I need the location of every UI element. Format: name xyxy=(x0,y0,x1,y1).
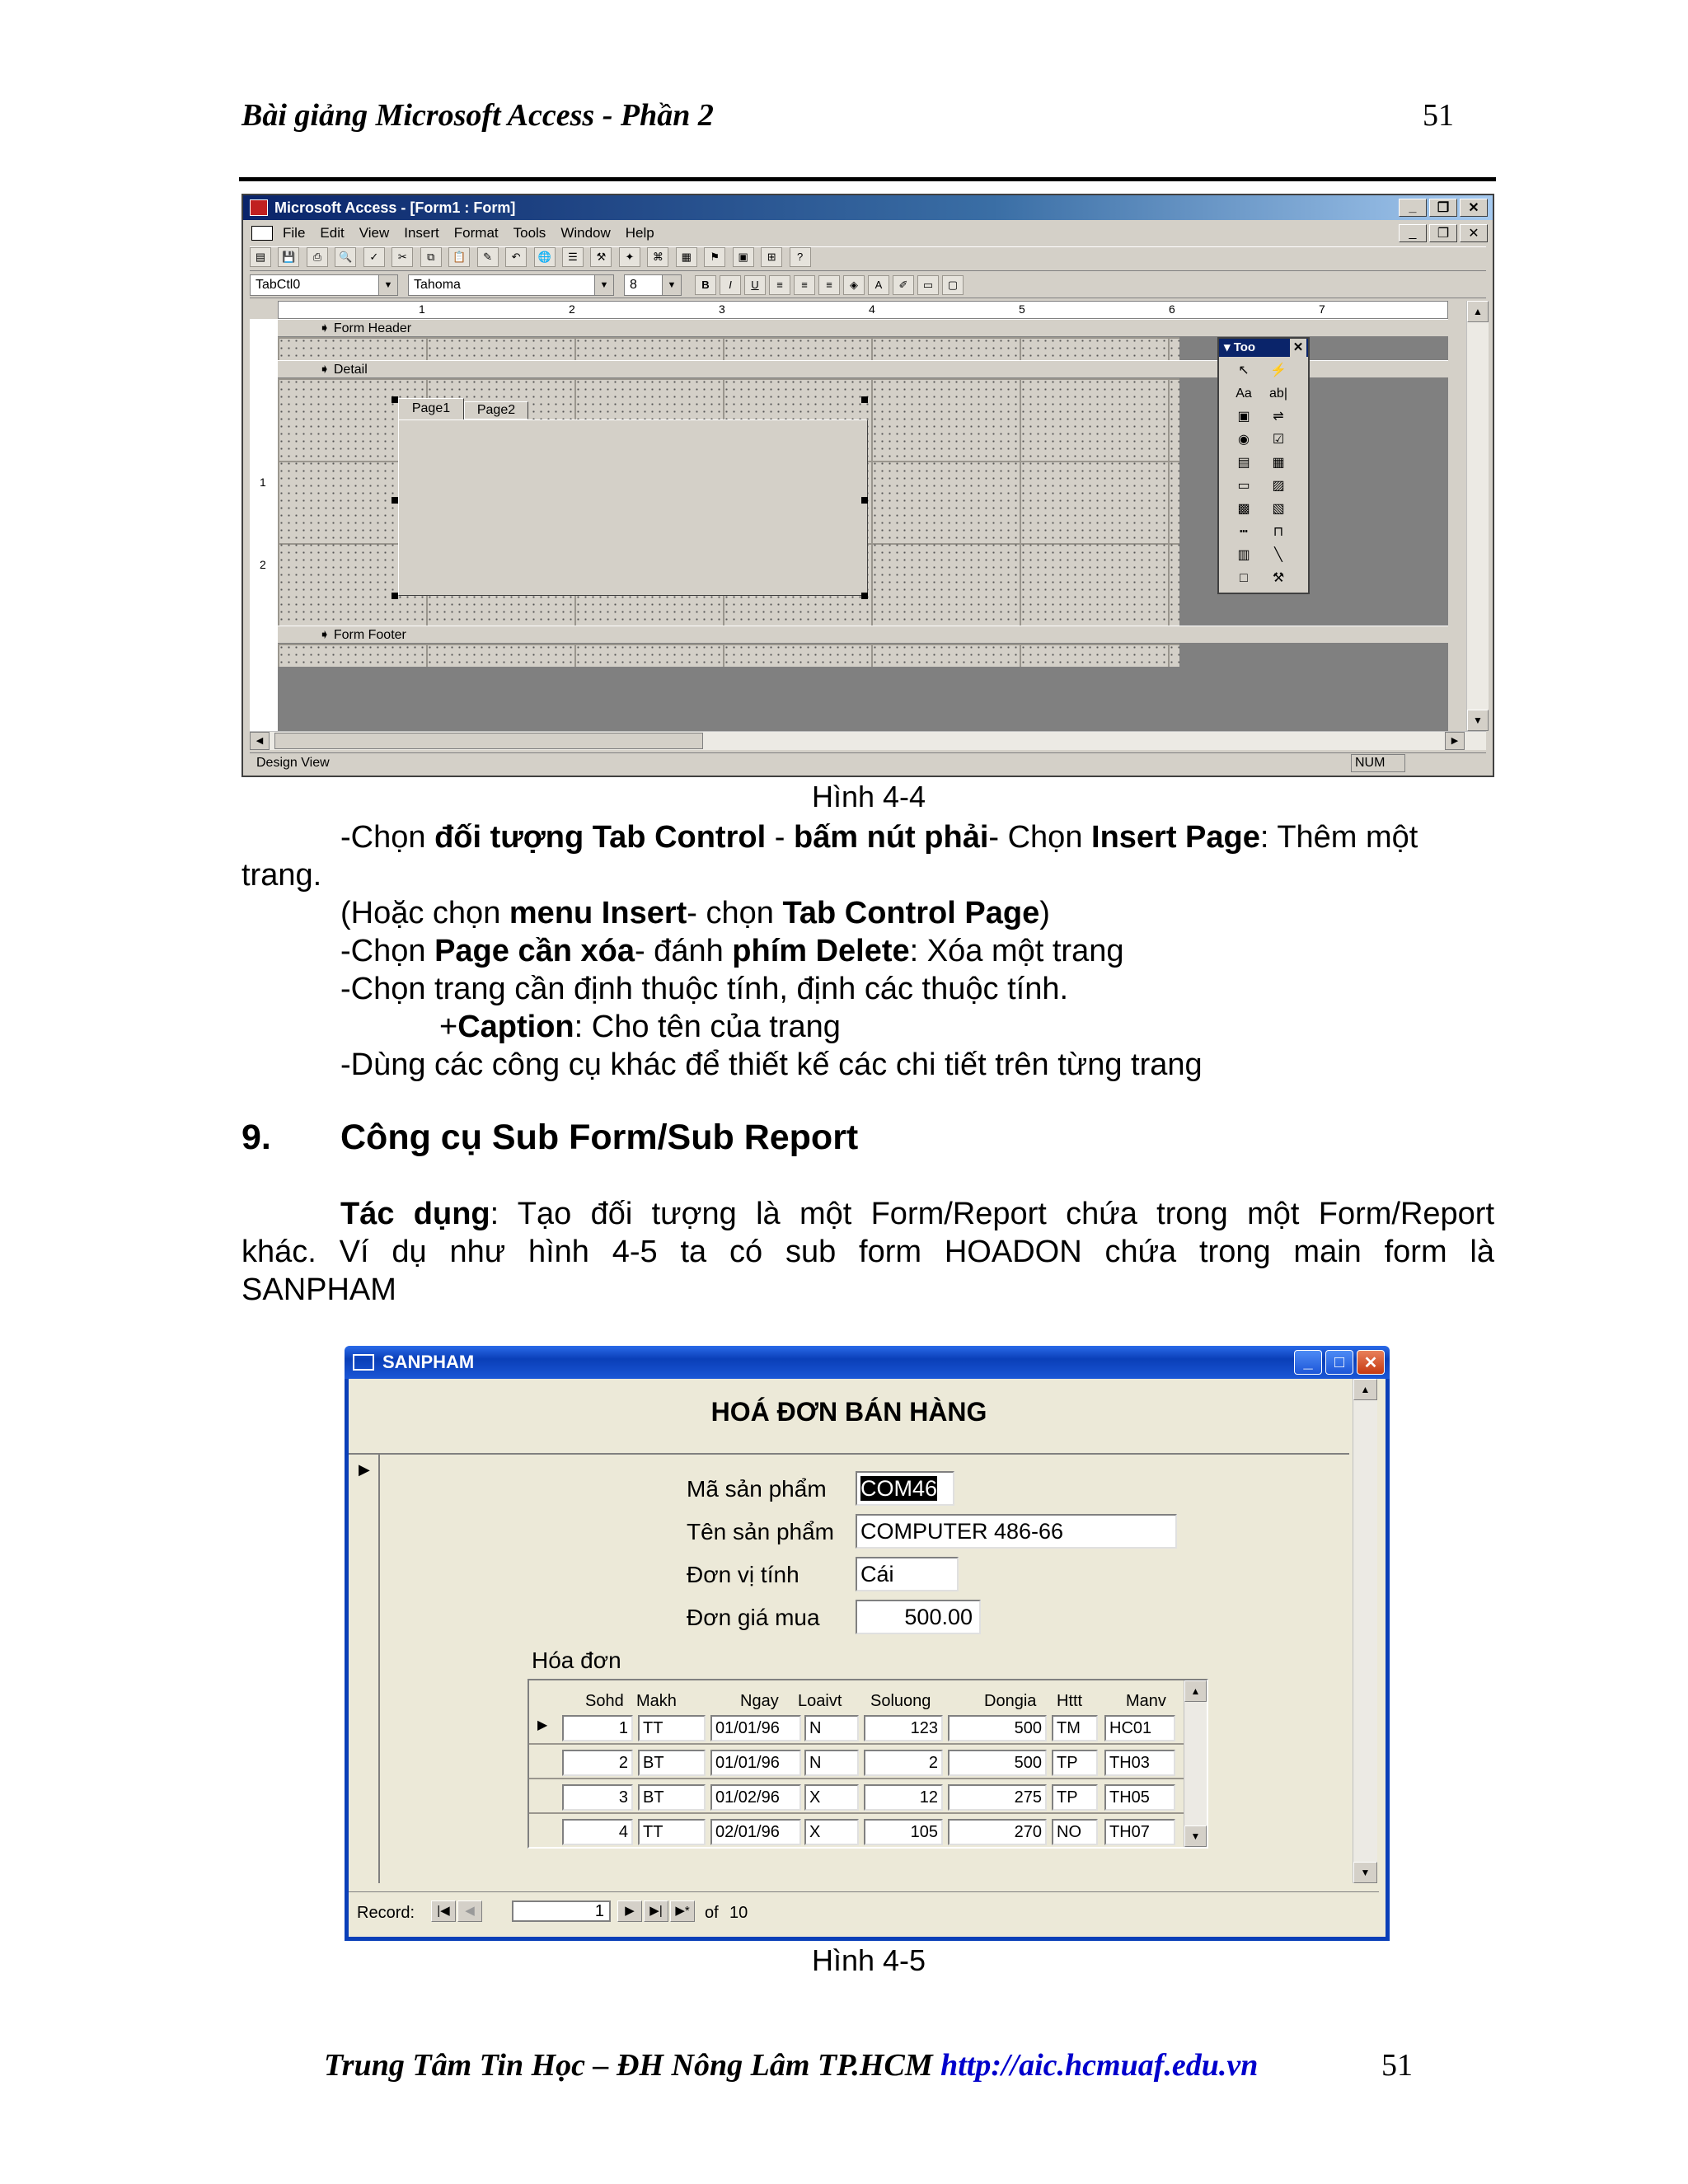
row-divider xyxy=(529,1812,1184,1814)
footer-page-number: 51 xyxy=(1381,2048,1413,2083)
spelling-icon[interactable]: ✓ xyxy=(363,247,385,267)
record-selector[interactable] xyxy=(349,1455,380,1883)
text-run: (Hoặc chọn xyxy=(340,896,509,930)
nav-next-last xyxy=(617,1900,696,1922)
text-bold: menu Insert xyxy=(509,896,687,930)
text-run: ) xyxy=(1039,896,1050,930)
vruler-mark: 1 xyxy=(260,476,266,489)
copy-icon[interactable]: ⧉ xyxy=(420,247,442,267)
select-icon[interactable]: ↖ xyxy=(1238,363,1250,377)
instruction-line-2 xyxy=(340,894,1050,932)
cell-ngay[interactable]: 01/01/96 xyxy=(710,1750,801,1776)
button-icon[interactable]: ▭ xyxy=(1237,479,1250,493)
scroll-up-icon[interactable]: ▲ xyxy=(1467,301,1489,322)
scroll-left-icon[interactable]: ◀ xyxy=(250,732,270,750)
close-button[interactable]: ✕ xyxy=(1460,199,1488,217)
sanpham-window xyxy=(345,1346,1390,1941)
text-bold: phím Delete xyxy=(732,934,910,968)
align-left-icon[interactable]: ≡ xyxy=(769,275,790,295)
first-record-icon[interactable]: |◀ xyxy=(431,1900,456,1922)
tab-control-icon[interactable]: ⊓ xyxy=(1273,525,1284,539)
record-total: 10 xyxy=(729,1904,748,1922)
col-header-manv: Manv xyxy=(1126,1692,1166,1710)
ruler-mark: 5 xyxy=(1019,302,1025,316)
undo-icon[interactable]: ↶ xyxy=(505,247,527,267)
paragraph-line-3: SANPHAM xyxy=(241,1272,396,1307)
section-title: Công cụ Sub Form/Sub Report xyxy=(340,1118,859,1157)
cell-makh[interactable]: TT xyxy=(638,1819,706,1845)
ma-san-pham-value: COM46 xyxy=(860,1476,938,1501)
horizontal-scrollbar[interactable] xyxy=(250,731,1486,750)
cell-ngay[interactable]: 01/02/96 xyxy=(710,1784,801,1811)
form-window-icon xyxy=(353,1354,374,1371)
cell-dongia[interactable]: 270 xyxy=(948,1819,1047,1845)
chevron-down-icon: ▼ xyxy=(662,275,681,295)
instruction-line-6: -Dùng các công cụ khác để thiết kế các chi tiết trên từng trang xyxy=(340,1047,1203,1082)
field-label-ma-san-pham: Mã sản phẩm xyxy=(687,1476,827,1502)
section-number: 9. xyxy=(241,1118,271,1157)
selection-handle[interactable] xyxy=(392,396,398,403)
vertical-scrollbar[interactable] xyxy=(1466,301,1489,731)
text-run: : Thêm một xyxy=(1259,820,1418,855)
don-gia-mua-input[interactable]: 500.00 xyxy=(856,1600,981,1634)
cell-soluong[interactable]: 12 xyxy=(864,1784,943,1811)
scroll-up-icon[interactable]: ▲ xyxy=(1353,1379,1377,1400)
cell-loaivt[interactable]: X xyxy=(804,1784,859,1811)
listbox-icon[interactable]: ▦ xyxy=(1272,456,1285,470)
line-color-icon[interactable]: ✐ xyxy=(893,275,914,295)
cell-soluong[interactable]: 2 xyxy=(864,1750,943,1776)
properties-icon[interactable]: ▦ xyxy=(676,247,697,267)
text-run: - Chọn xyxy=(988,820,1092,855)
chevron-down-icon: ▼ xyxy=(378,275,397,295)
sanpham-client-area xyxy=(349,1379,1386,1937)
next-record-icon[interactable]: ▶ xyxy=(617,1900,642,1922)
toolbox-icon[interactable]: ⚒ xyxy=(590,247,612,267)
don-vi-tinh-input[interactable]: Cái xyxy=(856,1557,959,1591)
sanpham-window-title: SANPHAM xyxy=(382,1352,475,1372)
maximize-button[interactable]: □ xyxy=(1325,1350,1353,1375)
text-run: - xyxy=(766,820,794,855)
tab-page2[interactable]: Page2 xyxy=(464,401,528,419)
text-run: - chọn xyxy=(687,896,783,930)
vertical-ruler xyxy=(250,319,279,731)
object-combo[interactable] xyxy=(250,274,398,296)
scroll-right-icon[interactable]: ▶ xyxy=(1445,732,1465,750)
textbox-icon[interactable]: ab| xyxy=(1269,387,1287,401)
cell-manv[interactable]: TH05 xyxy=(1104,1784,1175,1811)
subform-icon[interactable]: ▥ xyxy=(1237,548,1250,562)
cut-icon[interactable]: ✂ xyxy=(392,247,413,267)
cell-sohd[interactable]: 1 xyxy=(562,1715,633,1741)
paragraph-line-2: khác. Ví dụ như hình 4-5 ta có sub form HOADON chứa trong main form là xyxy=(241,1235,1494,1269)
form-heading: HOÁ ĐƠN BÁN HÀNG xyxy=(710,1397,987,1427)
row-divider xyxy=(529,1743,1184,1745)
option-group-icon[interactable]: ▣ xyxy=(1237,410,1250,424)
page-break-icon[interactable]: ┅ xyxy=(1240,525,1248,539)
cell-httt[interactable]: TP xyxy=(1052,1784,1098,1811)
text-run: -Chọn xyxy=(340,820,435,855)
new-record-icon[interactable]: ▶* xyxy=(670,1900,695,1922)
unbound-frame-icon[interactable]: ▩ xyxy=(1237,502,1250,516)
text-bold: Insert Page xyxy=(1091,820,1260,855)
menu-insert[interactable]: Insert xyxy=(404,225,439,241)
menu-format[interactable]: Format xyxy=(453,225,499,241)
cell-manv[interactable]: HC01 xyxy=(1104,1715,1175,1741)
nav-first-prev xyxy=(431,1900,484,1922)
label-icon[interactable]: Aa xyxy=(1236,387,1252,401)
page-header-title: Bài giảng Microsoft Access - Phần 2 xyxy=(241,98,714,133)
footer-org: Trung Tâm Tin Học – ĐH Nông Lâm TP.HCM xyxy=(324,2048,933,2083)
text-run: : Xóa một trang xyxy=(909,934,1124,968)
subform-scrollbar[interactable] xyxy=(1184,1680,1207,1847)
menu-help[interactable]: Help xyxy=(625,225,654,241)
save-icon[interactable]: 💾 xyxy=(278,247,299,267)
form-header-label: Form Header xyxy=(333,321,412,335)
ruler-mark: 4 xyxy=(869,302,875,316)
instruction-line-4: -Chọn trang cần định thuộc tính, định các thuộc tính. xyxy=(340,972,1069,1006)
field-label-don-gia-mua: Đơn giá mua xyxy=(687,1605,820,1630)
fill-color-icon[interactable]: ◈ xyxy=(843,275,865,295)
paragraph-line-1 xyxy=(340,1195,1494,1233)
cell-sohd[interactable]: 2 xyxy=(562,1750,633,1776)
current-record-icon: ▶ xyxy=(359,1461,370,1478)
minimize-button[interactable]: _ xyxy=(1294,1350,1322,1375)
text-run: - đánh xyxy=(634,934,733,968)
doc-close-button[interactable]: ✕ xyxy=(1460,224,1488,242)
form-header-bar[interactable] xyxy=(278,319,1448,337)
status-design-view: Design View xyxy=(256,756,330,770)
database-window-icon[interactable]: ▣ xyxy=(733,247,754,267)
section-arrow-icon: ➧ xyxy=(319,321,334,335)
font-size-combo[interactable] xyxy=(624,274,682,296)
selection-handle[interactable] xyxy=(861,497,868,504)
bound-frame-icon[interactable]: ▧ xyxy=(1272,502,1285,516)
menu-tools[interactable]: Tools xyxy=(513,225,546,241)
doc-minimize-button[interactable]: _ xyxy=(1399,224,1427,242)
scroll-down-icon[interactable]: ▼ xyxy=(1467,710,1489,731)
col-header-makh: Makh xyxy=(636,1692,677,1710)
font-combo[interactable] xyxy=(408,274,614,296)
cell-loaivt[interactable]: N xyxy=(804,1750,859,1776)
form-footer-bar[interactable] xyxy=(278,626,1448,644)
status-bar xyxy=(250,752,1486,773)
detail-label: Detail xyxy=(333,363,368,377)
record-label: Record: xyxy=(357,1904,415,1922)
text-run: : Cho tên của trang xyxy=(574,1010,841,1044)
code-icon[interactable]: ⌘ xyxy=(647,247,668,267)
object-combo-value: TabCtl0 xyxy=(256,278,301,292)
align-right-icon[interactable]: ≡ xyxy=(818,275,840,295)
figure-caption-4-4: Hình 4-4 xyxy=(811,780,926,813)
col-header-httt: Httt xyxy=(1057,1692,1083,1710)
checkbox-icon[interactable]: ☑ xyxy=(1272,433,1285,447)
wizard-icon[interactable]: ⚡ xyxy=(1270,363,1287,377)
form-design-toolbar xyxy=(250,246,1486,271)
cell-manv[interactable]: TH07 xyxy=(1104,1819,1175,1845)
ruler-mark: 2 xyxy=(569,302,575,316)
status-num: NUM xyxy=(1351,754,1405,772)
instruction-line-5 xyxy=(439,1008,841,1046)
align-center-icon[interactable]: ≡ xyxy=(794,275,815,295)
build-icon[interactable]: ⚑ xyxy=(704,247,725,267)
access-window-title: Microsoft Access - [Form1 : Form] xyxy=(274,199,516,216)
scroll-down-icon[interactable]: ▼ xyxy=(1353,1862,1377,1883)
last-record-icon[interactable]: ▶| xyxy=(644,1900,668,1922)
scroll-down-icon[interactable]: ▼ xyxy=(1184,1825,1207,1847)
option-icon[interactable]: ◉ xyxy=(1238,433,1250,447)
cell-dongia[interactable]: 500 xyxy=(948,1715,1047,1741)
subform-label: Hóa đơn xyxy=(532,1647,621,1673)
cell-manv[interactable]: TH03 xyxy=(1104,1750,1175,1776)
toolbox-menu-icon: ▾ xyxy=(1224,340,1234,354)
instruction-line-1 xyxy=(340,818,1418,856)
cell-httt[interactable]: TP xyxy=(1052,1750,1098,1776)
toolbox-title-bar[interactable] xyxy=(1219,339,1308,357)
sanpham-title-bar xyxy=(345,1346,1390,1379)
form-menu-icon xyxy=(251,226,273,241)
page-footer xyxy=(324,2047,1258,2083)
print-preview-icon[interactable]: 🔍 xyxy=(335,247,356,267)
tab-page1[interactable]: Page1 xyxy=(398,398,464,419)
rectangle-icon[interactable]: □ xyxy=(1240,571,1248,585)
footer-link[interactable]: http://aic.hcmuaf.edu.vn xyxy=(940,2048,1259,2083)
autoformat-icon[interactable]: ✦ xyxy=(619,247,640,267)
cell-makh[interactable]: BT xyxy=(638,1784,706,1811)
form-footer-label: Form Footer xyxy=(333,628,406,642)
text-bold: Page cần xóa xyxy=(434,934,635,968)
instruction-line-3 xyxy=(340,932,1123,970)
text-bold: bấm nút phải xyxy=(793,820,989,855)
cell-makh[interactable]: TT xyxy=(638,1715,706,1741)
format-painter-icon[interactable]: ✎ xyxy=(477,247,499,267)
text-run: -Chọn xyxy=(340,934,435,968)
close-button[interactable]: ✕ xyxy=(1357,1350,1385,1375)
chevron-down-icon: ▼ xyxy=(594,275,613,295)
cell-httt[interactable]: NO xyxy=(1052,1819,1098,1845)
selection-handle[interactable] xyxy=(392,497,398,504)
previous-record-icon[interactable]: ◀ xyxy=(457,1900,482,1922)
print-icon[interactable]: ⎙ xyxy=(307,247,328,267)
menu-view[interactable]: View xyxy=(359,225,390,241)
text-run: + xyxy=(439,1010,458,1044)
line-icon[interactable]: ╲ xyxy=(1274,548,1282,562)
selection-handle[interactable] xyxy=(861,396,868,403)
cell-sohd[interactable]: 4 xyxy=(562,1819,633,1845)
text-bold: Caption xyxy=(457,1010,574,1044)
ruler-mark: 7 xyxy=(1319,302,1325,316)
more-tools-icon[interactable]: ⚒ xyxy=(1272,571,1285,585)
horizontal-ruler xyxy=(278,301,1448,319)
cell-makh[interactable]: BT xyxy=(638,1750,706,1776)
line-width-icon[interactable]: ▭ xyxy=(917,275,939,295)
figure-caption-4-5: Hình 4-5 xyxy=(811,1943,926,1977)
field-label-don-vi-tinh: Đơn vị tính xyxy=(687,1562,799,1587)
paste-icon[interactable]: 📋 xyxy=(448,247,470,267)
bold-icon[interactable]: B xyxy=(695,275,716,295)
special-effect-icon[interactable]: ▢ xyxy=(942,275,964,295)
minimize-button[interactable]: _ xyxy=(1399,199,1427,217)
selection-handle[interactable] xyxy=(861,593,868,599)
doc-restore-button[interactable]: ❐ xyxy=(1429,224,1457,242)
text-bold: Tab Control Page xyxy=(782,896,1040,930)
current-row-icon: ▶ xyxy=(537,1718,548,1732)
ten-san-pham-input[interactable]: COMPUTER 486-66 xyxy=(856,1514,1177,1549)
scroll-thumb[interactable] xyxy=(274,733,703,749)
vruler-mark: 2 xyxy=(260,558,266,571)
cell-httt[interactable]: TM xyxy=(1052,1715,1098,1741)
cell-ngay[interactable]: 02/01/96 xyxy=(710,1819,801,1845)
menu-window[interactable]: Window xyxy=(560,225,611,241)
cell-ngay[interactable]: 01/01/96 xyxy=(710,1715,801,1741)
section-arrow-icon: ➧ xyxy=(319,363,334,377)
subform-rows xyxy=(529,1713,1189,1849)
cell-dongia[interactable]: 500 xyxy=(948,1750,1047,1776)
row-divider xyxy=(529,1847,1184,1849)
cell-soluong[interactable]: 105 xyxy=(864,1819,943,1845)
view-icon[interactable]: ▤ xyxy=(250,247,271,267)
cell-loaivt[interactable]: N xyxy=(804,1715,859,1741)
menu-edit[interactable]: Edit xyxy=(320,225,345,241)
col-header-loaivt: Loaivt xyxy=(798,1692,842,1710)
field-label-ten-san-pham: Tên sản phẩm xyxy=(687,1519,834,1544)
instruction-line-1-cont: trang. xyxy=(241,858,322,893)
scroll-up-icon[interactable]: ▲ xyxy=(1184,1680,1207,1702)
new-object-icon[interactable]: ⊞ xyxy=(761,247,782,267)
col-header-sohd: Sohd xyxy=(585,1692,624,1710)
col-header-soluong: Soluong xyxy=(870,1692,931,1710)
underline-icon[interactable]: U xyxy=(744,275,766,295)
image-icon[interactable]: ▨ xyxy=(1272,479,1285,493)
font-size-value: 8 xyxy=(630,278,637,292)
header-rule xyxy=(239,177,1496,181)
tab-control[interactable] xyxy=(392,398,870,596)
toggle-icon[interactable]: ⇌ xyxy=(1273,410,1284,424)
cell-loaivt[interactable]: X xyxy=(804,1819,859,1845)
form-header-grid xyxy=(278,337,1179,360)
toolbox-title: Too xyxy=(1233,340,1256,354)
cell-dongia[interactable]: 275 xyxy=(948,1784,1047,1811)
selection-handle[interactable] xyxy=(392,593,398,599)
text-bold: đối tượng Tab Control xyxy=(434,820,767,855)
form-footer-grid xyxy=(278,644,1179,667)
italic-icon[interactable]: I xyxy=(720,275,741,295)
font-combo-value: Tahoma xyxy=(414,278,461,292)
field-list-icon[interactable]: ☰ xyxy=(562,247,584,267)
hoadon-subform xyxy=(528,1679,1208,1849)
restore-button[interactable]: ❐ xyxy=(1429,199,1457,217)
subform-header xyxy=(529,1680,1205,1713)
col-header-dongia: Dongia xyxy=(984,1692,1037,1710)
cell-sohd[interactable]: 3 xyxy=(562,1784,633,1811)
menu-bar xyxy=(251,223,1488,243)
section-arrow-icon: ➧ xyxy=(319,628,334,642)
text-run: : Tạo đối tượng là một Form/Report chứa trong một Form/Report xyxy=(490,1197,1494,1231)
record-navigation-bar xyxy=(349,1891,1379,1933)
ruler-mark: 3 xyxy=(719,302,725,316)
record-of-label: of xyxy=(705,1904,719,1922)
ma-san-pham-input[interactable] xyxy=(856,1471,954,1506)
hyperlink-icon[interactable]: 🌐 xyxy=(534,247,556,267)
form-header-section xyxy=(349,1379,1349,1455)
row-divider xyxy=(529,1778,1184,1779)
access-app-icon xyxy=(250,199,268,216)
current-record-input[interactable]: 1 xyxy=(512,1900,611,1922)
font-color-icon[interactable]: A xyxy=(868,275,889,295)
access-title-bar xyxy=(243,195,1493,220)
close-icon[interactable]: ✕ xyxy=(1290,339,1306,357)
help-icon[interactable]: ? xyxy=(790,247,811,267)
text-bold: Tác dụng xyxy=(340,1197,490,1231)
access-window xyxy=(241,194,1494,777)
formatting-toolbar xyxy=(250,273,1486,298)
tab-page-body xyxy=(398,419,868,596)
main-form-scrollbar[interactable] xyxy=(1353,1379,1377,1883)
page-header-number: 51 xyxy=(1423,98,1454,133)
ruler-mark: 1 xyxy=(419,302,425,316)
combo-icon[interactable]: ▤ xyxy=(1237,456,1250,470)
toolbox-palette xyxy=(1217,337,1310,594)
menu-file[interactable]: File xyxy=(283,225,306,241)
col-header-ngay: Ngay xyxy=(740,1692,779,1710)
cell-soluong[interactable]: 123 xyxy=(864,1715,943,1741)
ruler-mark: 6 xyxy=(1169,302,1175,316)
